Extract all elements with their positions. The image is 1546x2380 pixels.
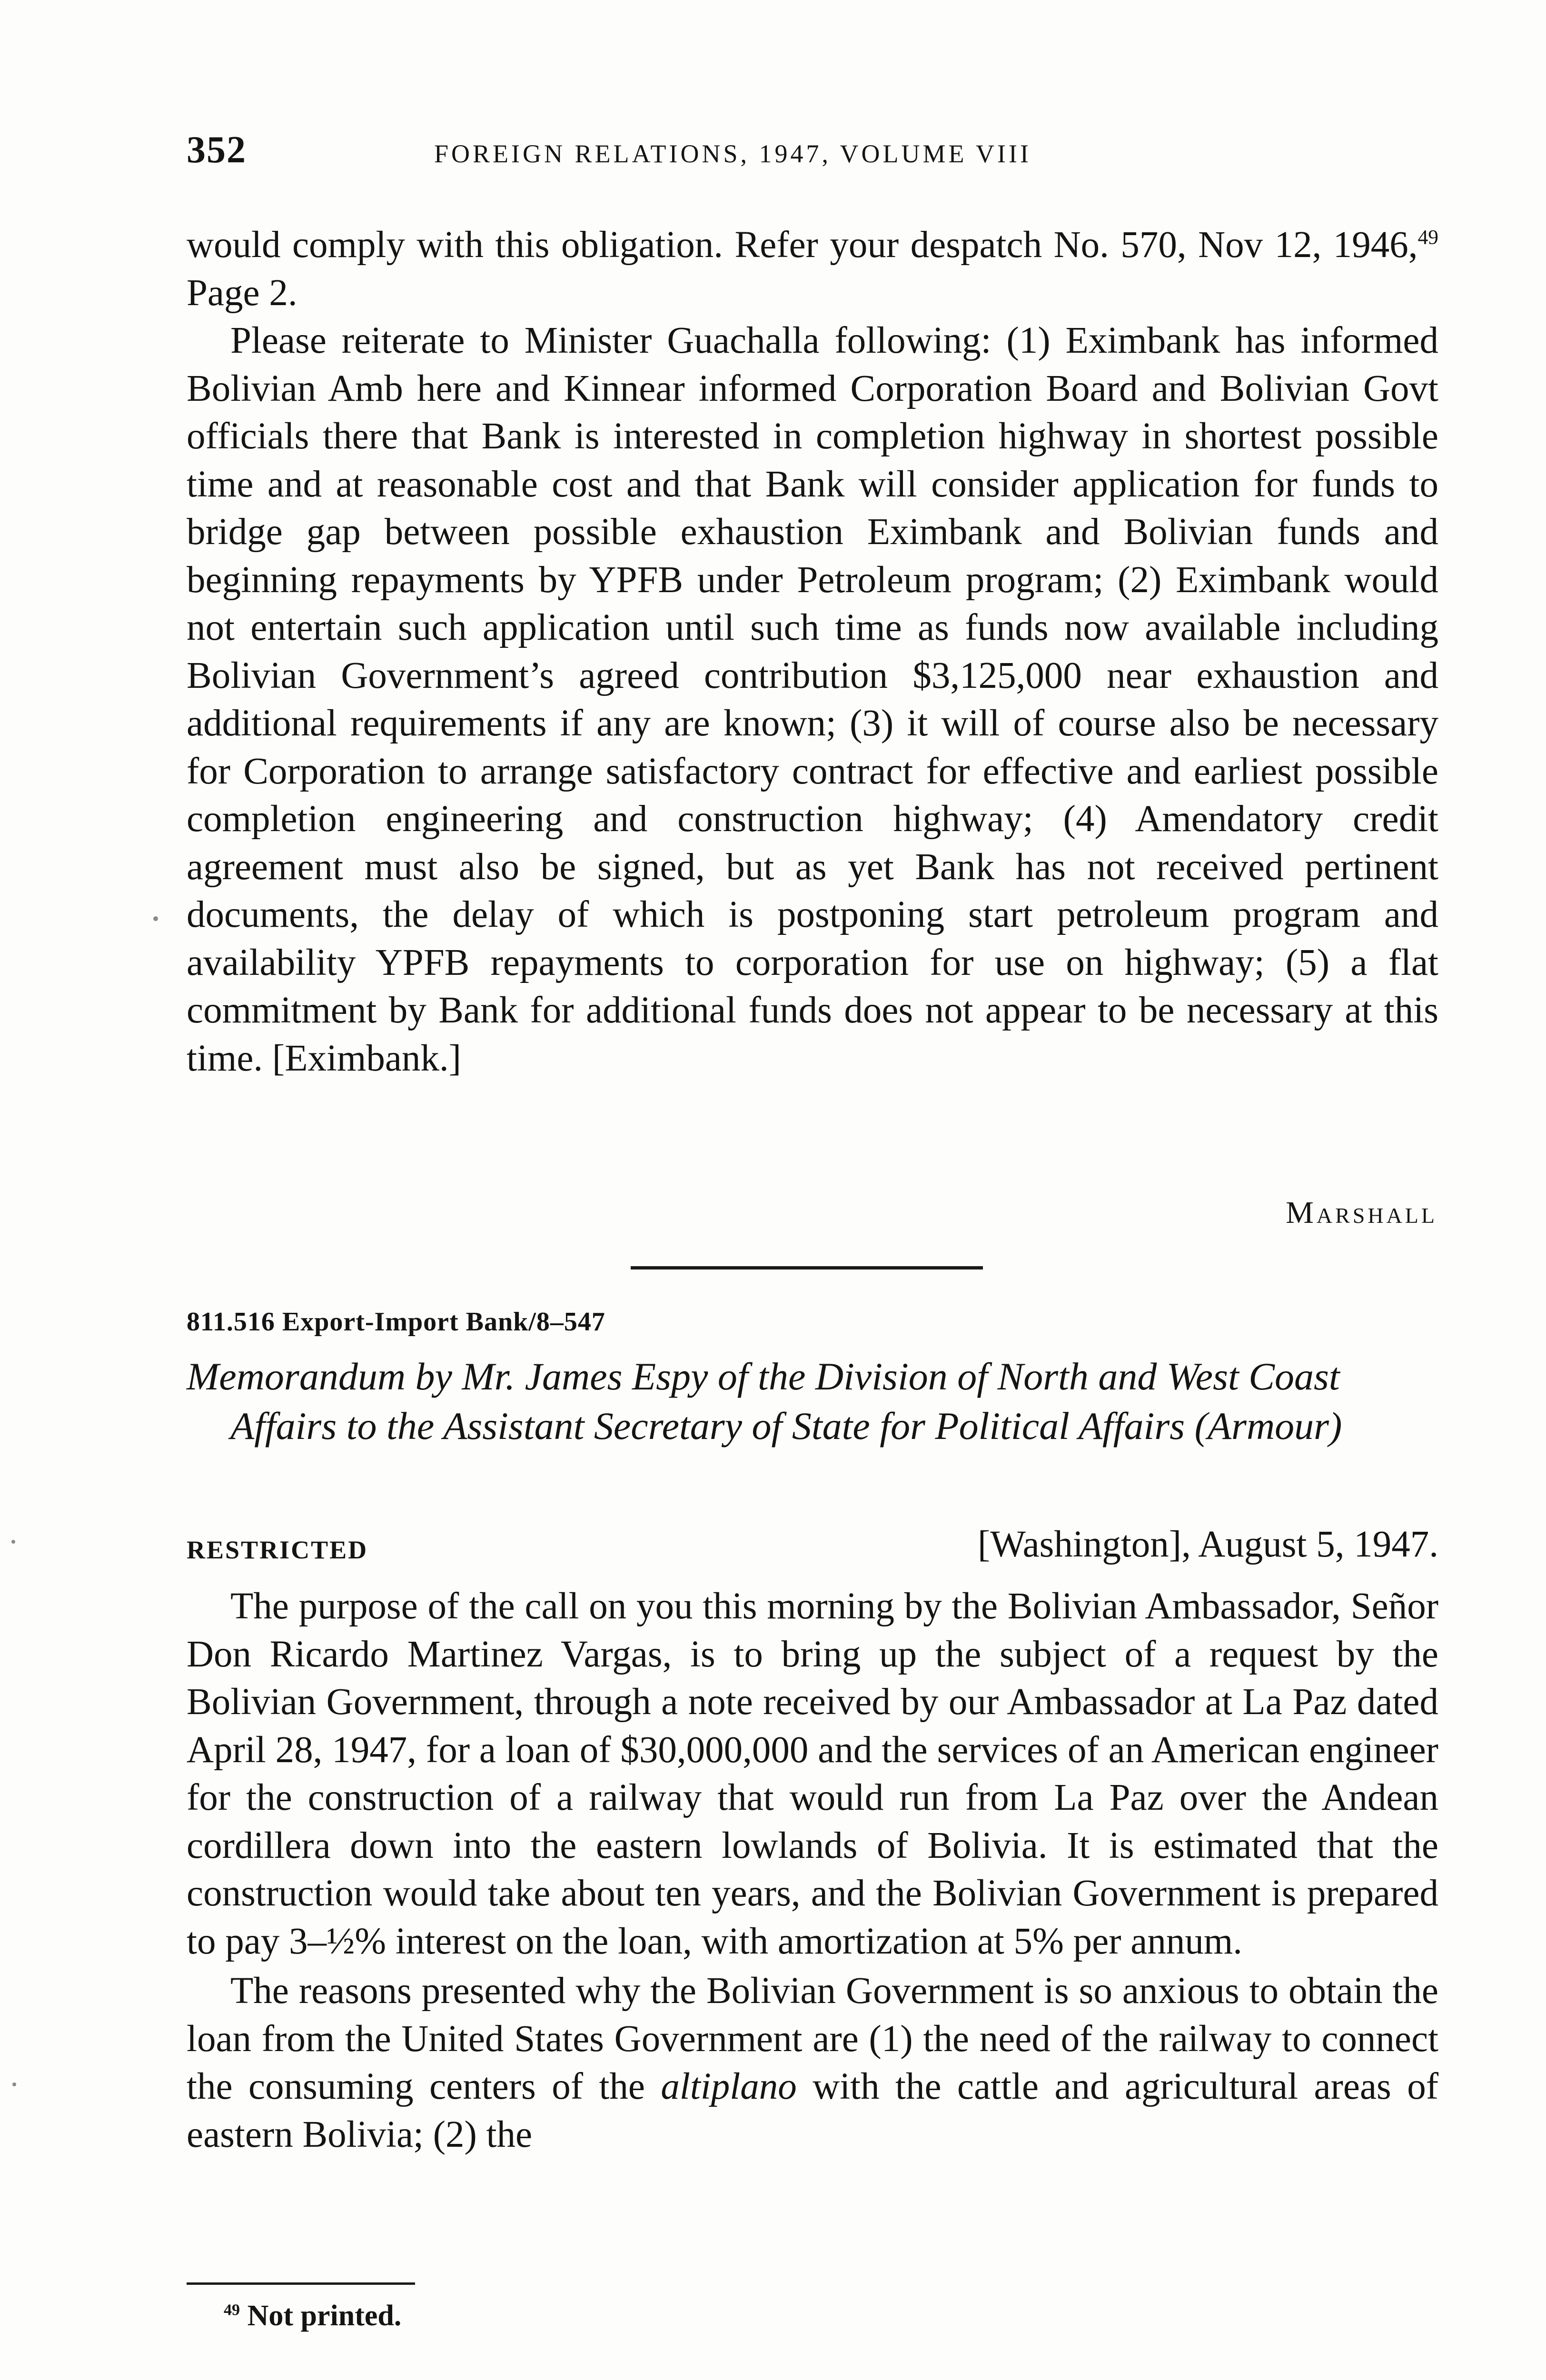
footnote-rule	[187, 2282, 415, 2285]
footnote-reference: 49	[1417, 226, 1438, 249]
footnote	[224, 2299, 401, 2333]
memorandum-title: Memorandum by Mr. James Espy of the Division of North and West Coast Affairs to the Assistant Secretary of State for Political Affairs (Armour)	[187, 1355, 1342, 1448]
scan-speck	[12, 2082, 16, 2086]
memorandum-paragraph-2: The reasons presented why the Bolivian Government is so anxious to obtain the loan from the United States Government are (1) the need of the railway to connect the consuming centers of the altiplano with the cattle and agricultural areas of eastern Bolivia; (2) the	[187, 1970, 1438, 2155]
dateline: [Washington], August 5, 1947.	[978, 1524, 1438, 1565]
footnote-text: Not printed.	[240, 2300, 402, 2332]
footnote-number: 49	[224, 2301, 240, 2319]
instruction-paragraph: Please reiterate to Minister Guachalla following: (1) Eximbank has informed Bolivian Amb here and Kinnear informed Corporation Board and Bolivian Govt officials there that Bank is interested in completion highway in shortest possible time and at reasonable cost and that Bank will consider application for funds to bridge gap between possible exhaustion Eximbank and Bolivian funds and beginning repayments by YPFB under Petroleum program; (2) Eximbank would not entertain such application until such time as funds now available including Bolivian Government’s agreed contribution $3,125,000 near exhaustion and additional requirements if any are known; (3) it will of course also be necessary for Corporation to arrange satisfactory contract for effective and earliest possible completion engineering and construction highway; (4) Amendatory credit agreement must also be signed, but as yet Bank has not received pertinent documents, the delay of which is postponing start petroleum program and availability YPFB repayments to corporation for use on highway; (5) a flat commitment by Bank for additional funds does not appear to be necessary at this time. [Eximbank.]	[187, 320, 1438, 1079]
continuation-paragraph: would comply with this obligation. Refer your despatch No. 570, Nov 12, 1946,49 Page 2.	[187, 224, 1438, 314]
italic-term: altiplano	[661, 2066, 797, 2107]
file-reference: 811.516 Export-Import Bank/8–547	[187, 1307, 605, 1337]
telegram-body	[187, 221, 1438, 1082]
classification-label: RESTRICTED	[187, 1536, 368, 1564]
running-title: FOREIGN RELATIONS, 1947, VOLUME VIII	[434, 139, 1031, 168]
page-number: 352	[187, 129, 247, 171]
scan-speck	[153, 916, 158, 921]
signature: Marshall	[1286, 1195, 1437, 1230]
memorandum-body	[187, 1583, 1438, 2159]
memorandum-paragraph-1: The purpose of the call on you this morning by the Bolivian Ambassador, Señor Don Ricardo Martinez Vargas, is to bring up the subject of a request by the Bolivian Government, through a note received by our Ambassador at La Paz dated April 28, 1947, for a loan of $30,000,000 and the services of an American engineer for the construction of a railway that would run from La Paz over the Andean cordillera down into the eastern lowlands of Bolivia. It is estimated that the construction would take about ten years, and the Bolivian Government is prepared to pay 3–½% interest on the loan, with amortization at 5% per annum.	[187, 1586, 1438, 1962]
section-divider	[631, 1266, 983, 1269]
page-header	[187, 129, 1438, 181]
scan-speck	[11, 1540, 15, 1544]
